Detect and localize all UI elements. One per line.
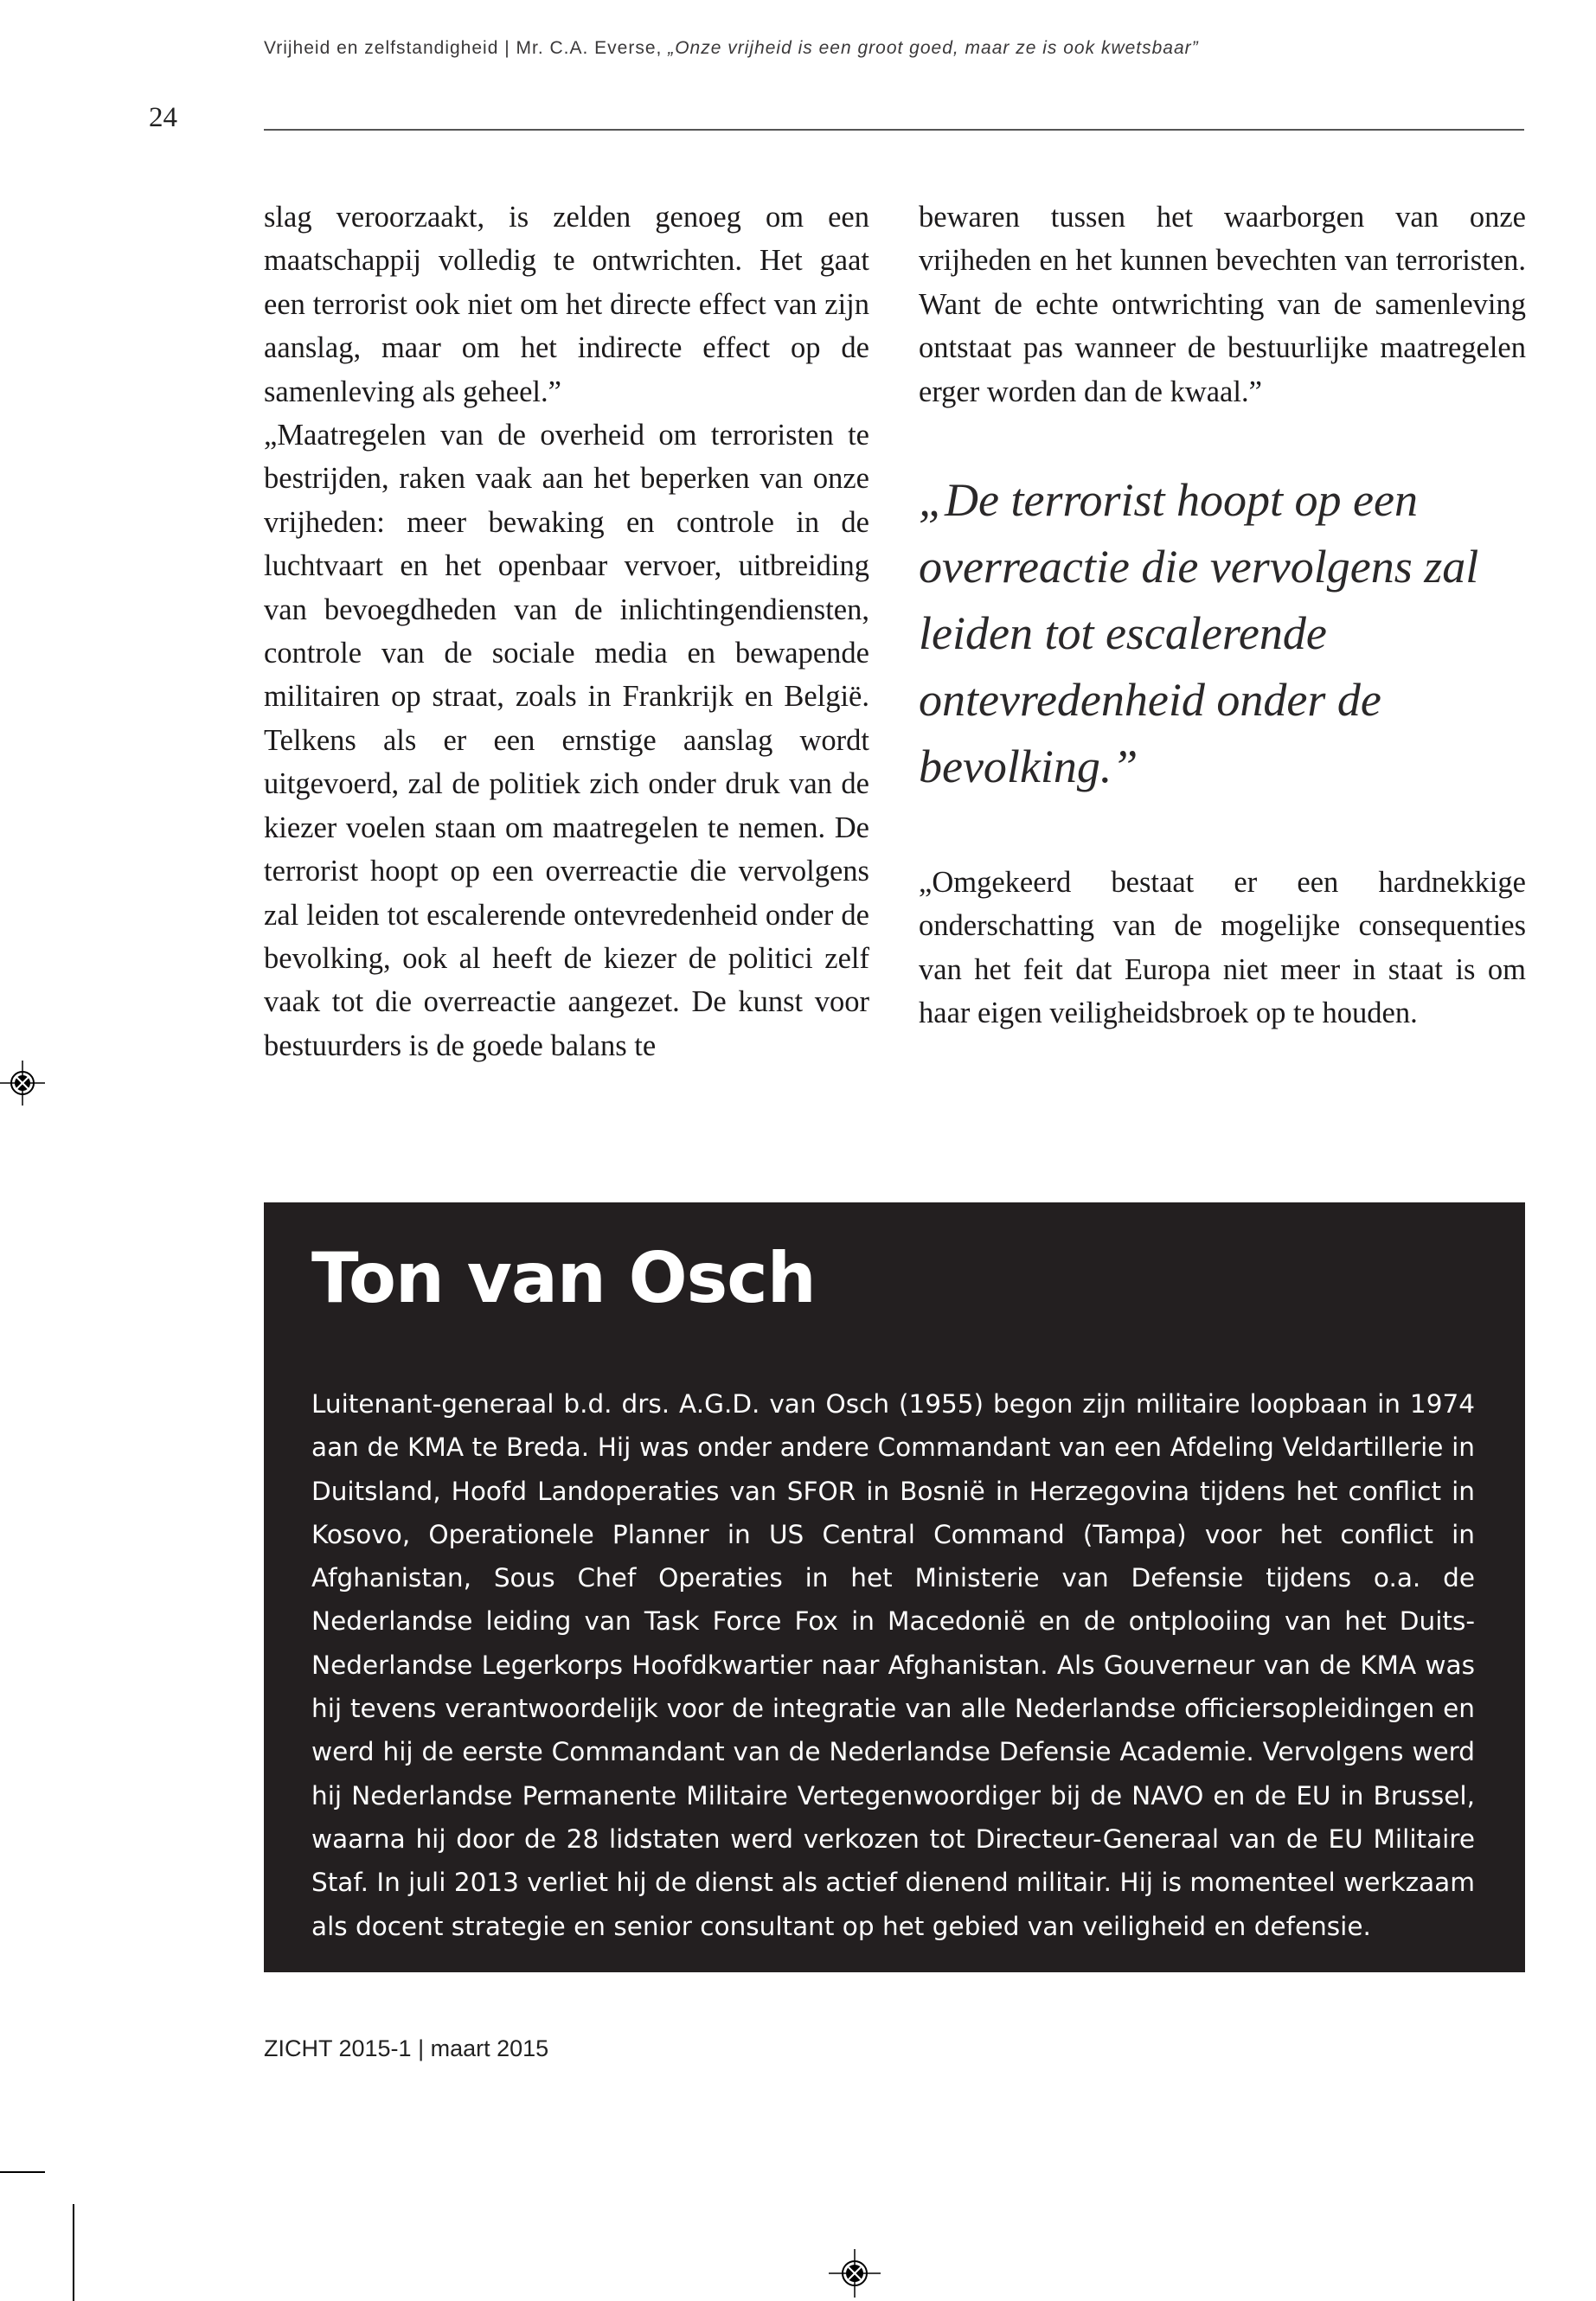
registration-mark-icon (829, 2249, 881, 2298)
page-number: 24 (149, 102, 177, 133)
author-name: Ton van Osch (311, 1238, 816, 1318)
author-bio-text: Luitenant-generaal b.d. drs. A.G.D. van Osch (1955) begon zijn militaire loopbaan in 1974 aan de KMA te Breda. Hij was onder andere Commandant van een Afdeling Veldartillerie in Duitsland, Hoofd Landoperaties van SFOR in Bosnië in Herzegovina tijdens het conflict in Kosovo, Operationele Planner in US Central Command (Tampa) voor het conflict in Afghanistan, Sous Chef Operaties in het Ministerie van Defensie tijdens o.a. de Nederlandse leiding van Task Force Fox in Macedonië en de ontplooiing van het Duits-Nederlandse Legerkorps Hoofdkwartier naar Afghanistan. Als Gouverneur van de KMA was hij tevens verantwoordelijk voor de integratie van alle Nederlandse officiersopleidingen en werd hij de eerste Commandant van de Nederlandse Defensie Academie. Vervolgens werd hij Nederlandse Permanente Militaire Vertegenwoordiger bij de NAVO en de EU in Brussel, waarna hij door de 28 lidstaten werd verkozen tot Directeur-Generaal van de EU Militaire Staf. In juli 2013 verliet hij de dienst als actief dienend militair. Hij is momenteel werkzaam als docent strategie en senior consultant op het gebied van veiligheid en defensie. (311, 1389, 1475, 1941)
crop-mark-icon (0, 2171, 45, 2173)
running-head-title: Vrijheid en zelfstandigheid | Mr. C.A. Everse, (264, 38, 669, 58)
header-rule (264, 129, 1524, 131)
running-head-quote: „Onze vrijheid is een groot goed, maar ze is ook kwetsbaar” (668, 38, 1199, 58)
pull-quote: „De terrorist hoopt op een overreactie die vervolgens zal leiden tot escalerende ontevredenheid onder de bevolking.” (919, 474, 1479, 793)
footer-issue-info: ZICHT 2015-1 | maart 2015 (264, 2035, 549, 2061)
crop-mark-icon (73, 2204, 74, 2301)
running-head (264, 38, 1527, 59)
author-bio-box (264, 1202, 1525, 1972)
article-paragraph: „Omgekeerd bestaat er een hardnekkige onderschatting van de mogelijke consequenties van het feit dat Europa niet meer in staat is om haar eigen veiligheidsbroek op te houden. (919, 866, 1526, 1030)
article-paragraph: bewaren tussen het waarborgen van onze vrijheden en het kunnen bevechten van terroristen. Want de echte ontwrichting van de samenleving ontstaat pas wanneer de bestuurlijke maatregelen erger worden dan de kwaal.” (919, 201, 1526, 408)
registration-mark-icon (0, 1061, 45, 1106)
article-left-column (264, 195, 869, 1067)
article-right-column (919, 195, 1526, 1035)
article-paragraph: slag veroorzaakt, is zelden genoeg om een maatschappij volledig te ontwrichten. Het gaat een terrorist ook niet om het directe effect van zijn aanslag, maar om het indirecte effect op de samenleving als geheel.” (264, 201, 869, 408)
article-paragraph: „Maatregelen van de overheid om terroristen te bestrijden, raken vaak aan het beperken van onze vrijheden: meer bewaking en controle in de luchtvaart en het openbaar vervoer, uitbreiding van bevoegdheden van de inlichtingendiensten, controle van de sociale media en bewapende militairen op straat, zoals in Frankrijk en België. Telkens als er een ernstige aanslag wordt uitgevoerd, zal de politiek zich onder druk van de kiezer voelen staan om maatregelen te nemen. De terrorist hoopt op een overreactie die vervolgens zal leiden tot escalerende ontevredenheid onder de bevolking, ook al heeft de kiezer de politici zelf vaak tot die overreactie aangezet. De kunst voor bestuurders is de goede balans te (264, 419, 869, 1062)
